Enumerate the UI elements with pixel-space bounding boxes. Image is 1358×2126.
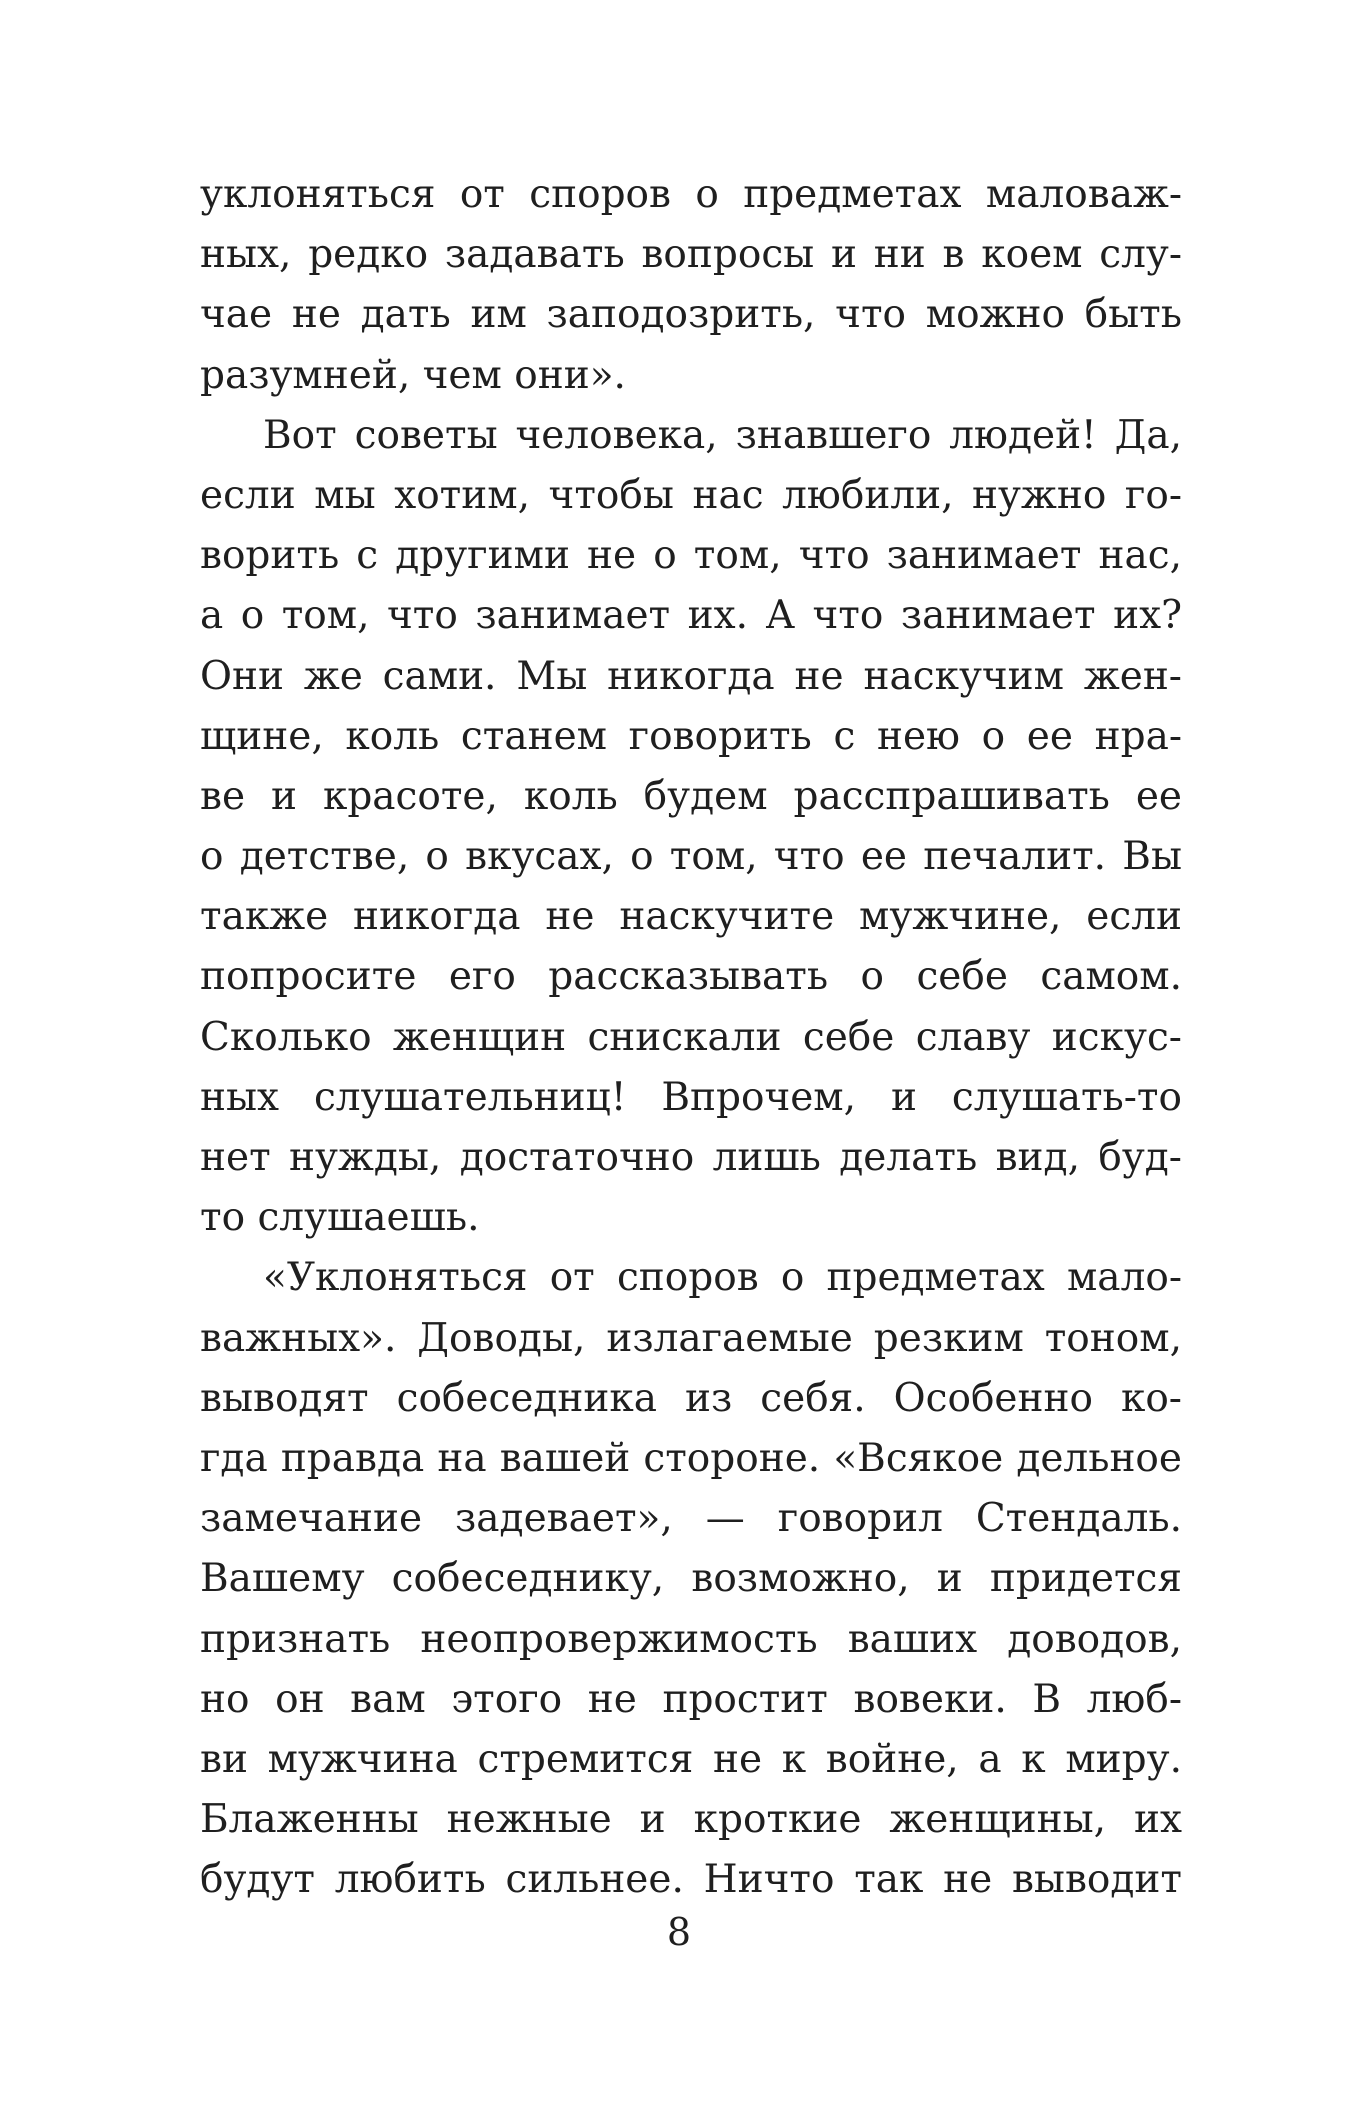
text-line: нет нужды, достаточно лишь делать вид, буд- — [200, 1135, 1182, 1180]
text-line: ных слушательниц! Впрочем, и слушать-то — [200, 1074, 1182, 1120]
text-line: а о том, что занимает их. А что занимает их? — [200, 593, 1182, 639]
text-line: важных». Доводы, излагаемые резким тоном, — [200, 1315, 1182, 1361]
text-line: попросите его рассказывать о себе самом. — [200, 954, 1182, 1000]
text-line: выводят собеседника из себя. Особенно ко- — [200, 1375, 1182, 1421]
text-line: Вашему собеседнику, возможно, и придется — [200, 1556, 1182, 1602]
text-line: ве и красоте, коль будем расспрашивать ее — [200, 773, 1182, 819]
text-line: ворить с другими не о том, что занимает нас, — [200, 533, 1182, 579]
text-line: уклоняться от споров о предметах маловаж- — [200, 172, 1182, 217]
text-line: если мы хотим, чтобы нас любили, нужно го- — [200, 472, 1182, 518]
text-line: ви мужчина стремится не к войне, а к миру. — [200, 1736, 1182, 1782]
text-line: будут любить сильнее. Ничто так не выводит — [200, 1857, 1182, 1903]
text-line: щине, коль станем говорить с нею о ее нра- — [200, 713, 1182, 759]
text-line: но он вам этого не простит вовеки. В люб- — [200, 1676, 1182, 1722]
text-line: Вот советы человека, знавшего людей! Да, — [263, 412, 1182, 458]
text-line: «Уклоняться от споров о предметах мало- — [263, 1255, 1182, 1301]
text-line: Блаженны нежные и кроткие женщины, их — [200, 1797, 1182, 1843]
text-line: признать неопровержимость ваших доводов, — [200, 1616, 1182, 1662]
text-line: ных, редко задавать вопросы и ни в коем слу- — [200, 232, 1182, 278]
text-line: Они же сами. Мы никогда не наскучим жен- — [200, 653, 1182, 699]
body-text — [200, 165, 1182, 1910]
text-line: то слушаешь. — [200, 1195, 480, 1241]
text-line: Сколько женщин снискали себе славу искус- — [200, 1014, 1182, 1060]
text-line: замечание задевает», — говорил Стендаль. — [200, 1496, 1182, 1542]
text-line: о детстве, о вкусах, о том, что ее печалит. Вы — [200, 834, 1182, 880]
page-number: 8 — [666, 1910, 692, 1954]
text-line: также никогда не наскучите мужчине, если — [200, 894, 1182, 940]
text-line: чае не дать им заподозрить, что можно быть — [200, 292, 1182, 338]
text-line: разумней, чем они». — [200, 352, 626, 398]
text-line: гда правда на вашей стороне. «Всякое дельное — [200, 1435, 1182, 1481]
